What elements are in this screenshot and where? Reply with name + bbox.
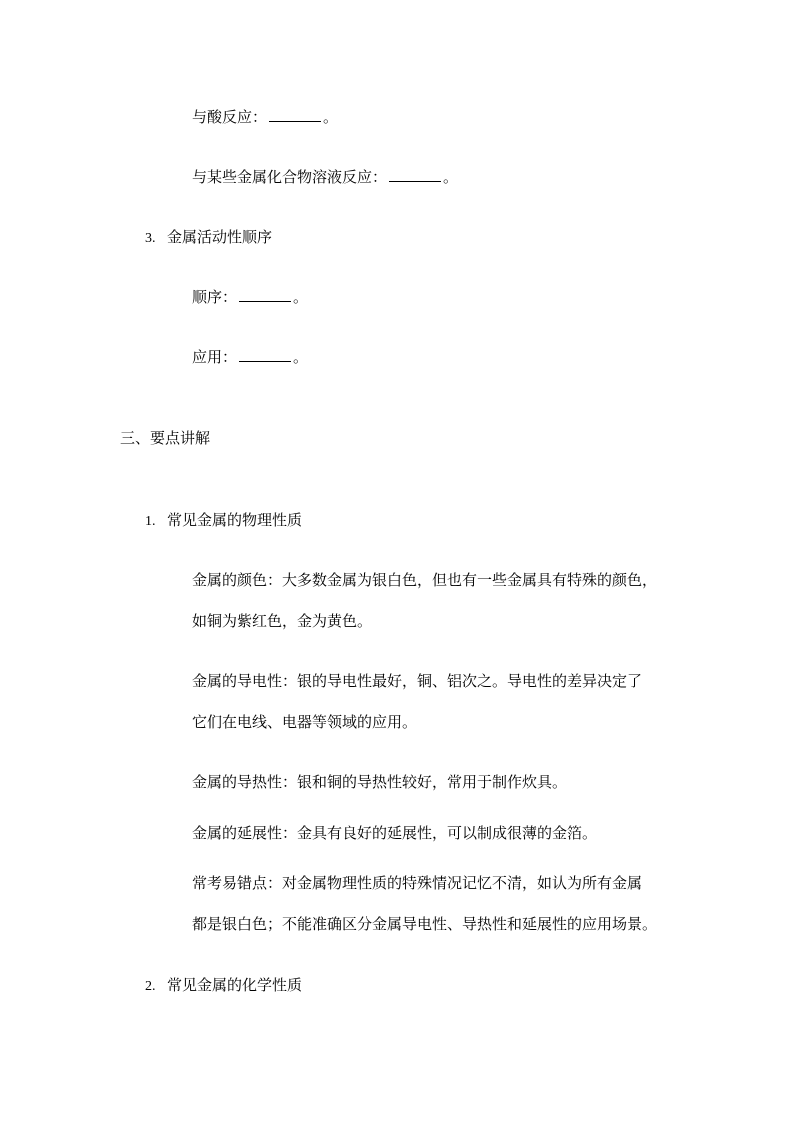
answer-blank[interactable] bbox=[239, 289, 291, 302]
order-line: 顺序： 。 bbox=[192, 288, 309, 306]
application-label: 应用： bbox=[192, 348, 238, 366]
item-number: 3. bbox=[145, 231, 156, 246]
metal-ductility: 金属的延展性：金具有良好的延展性，可以制成很薄的金箔。 bbox=[192, 824, 598, 842]
reaction-with-acid-label: 与酸反应： bbox=[192, 108, 268, 126]
answer-blank[interactable] bbox=[269, 109, 321, 122]
item-title: 金属活动性顺序 bbox=[167, 228, 273, 246]
common-mistake-line-1: 常考易错点：对金属物理性质的特殊情况记忆不清，如认为所有金属 bbox=[192, 874, 643, 892]
order-label: 顺序： bbox=[192, 288, 238, 306]
metal-conductivity-line-1: 金属的导电性：银的导电性最好，铜、铝次之。导电性的差异决定了 bbox=[192, 672, 643, 690]
answer-blank[interactable] bbox=[389, 169, 441, 182]
section-title: 三、要点讲解 bbox=[120, 429, 211, 447]
reaction-with-acid: 与酸反应： 。 bbox=[192, 108, 339, 126]
metal-thermal-conductivity: 金属的导热性：银和铜的导热性较好，常用于制作炊具。 bbox=[192, 773, 568, 791]
point-1-heading bbox=[145, 510, 302, 532]
reaction-with-salt-label: 与某些金属化合物溶液反应： bbox=[192, 168, 388, 186]
item-number: 1. bbox=[145, 514, 156, 529]
application-line: 应用： 。 bbox=[192, 348, 309, 366]
item-3-heading bbox=[145, 227, 272, 249]
item-title: 常见金属的物理性质 bbox=[167, 511, 303, 529]
item-number: 2. bbox=[145, 979, 156, 994]
metal-color-line-2: 如铜为紫红色，金为黄色。 bbox=[192, 612, 373, 630]
metal-color-line-1: 金属的颜色：大多数金属为银白色，但也有一些金属具有特殊的颜色， bbox=[192, 571, 658, 589]
metal-conductivity-line-2: 它们在电线、电器等领域的应用。 bbox=[192, 713, 418, 731]
answer-blank[interactable] bbox=[239, 349, 291, 362]
item-title: 常见金属的化学性质 bbox=[167, 976, 303, 994]
reaction-with-salt-solution: 与某些金属化合物溶液反应： 。 bbox=[192, 168, 459, 186]
point-2-heading bbox=[145, 975, 302, 997]
common-mistake-line-2: 都是银白色；不能准确区分金属导电性、导热性和延展性的应用场景。 bbox=[192, 915, 658, 933]
section-3-heading bbox=[120, 428, 210, 448]
